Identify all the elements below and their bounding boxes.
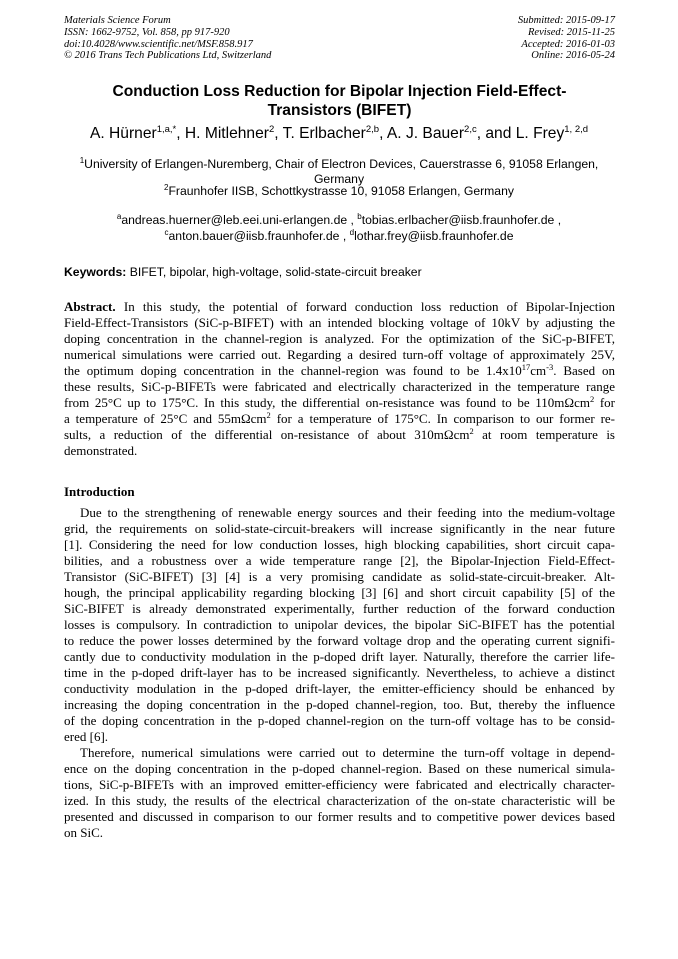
author-affil-sup: 2,c xyxy=(464,124,477,135)
intro-line: [1]. Considering the need for low conduction losses, high blocking capabilities, short circuit capa- xyxy=(64,537,615,552)
intro-line: tions, SiC-p-BIFETs with an improved emitter-efficiency were fabricated and electrically character- xyxy=(64,777,615,792)
intro-line: to reduce the power losses determined by the forward voltage drop and the operating current signifi- xyxy=(64,633,615,648)
intro-line: ered [6]. xyxy=(64,729,109,744)
email-link[interactable]: lothar.frey@iisb.fraunhofer.de xyxy=(354,228,514,243)
intro-line: SiC-BIFET is already demonstrated experimentally, further reduction of the forward conduction xyxy=(64,601,615,616)
intro-line: on SiC. xyxy=(64,825,104,840)
author-separator: , xyxy=(379,125,387,142)
intro-line: hough, the principal applicability regarding blocking [3] [6] and short circuit capability [5] of the xyxy=(64,585,615,600)
journal-name: Materials Science Forum xyxy=(64,15,171,26)
exponent: -3 xyxy=(546,362,554,372)
abstract-line: Field-Effect-Transistors (SiC-p-BIFET) with an intended blocking voltage of 10kV by adjusting the xyxy=(64,315,615,330)
intro-line: grid, the requirements on solid-state-circuit-breakers will increase significantly in the near future xyxy=(64,521,615,536)
abstract-line: for a temperature of 175°C. In comparison to our former re- xyxy=(270,411,616,426)
author-affil-sup: 2 xyxy=(268,124,275,135)
affiliation-sup: 1 xyxy=(79,156,85,165)
exponent: 2 xyxy=(589,394,595,404)
email-sup: c xyxy=(164,227,169,237)
email-sup: a xyxy=(116,212,122,221)
author-list xyxy=(40,124,638,143)
journal-info xyxy=(64,15,271,62)
email-separator: , xyxy=(339,228,350,243)
intro-line: increasing the doping concentration in the p-doped channel-region, too. But, thereby the influence xyxy=(64,697,615,712)
copyright-line: © 2016 Trans Tech Publications Ltd, Switzerland xyxy=(64,50,272,62)
revised-date: Revised: 2015-11-25 xyxy=(528,26,615,38)
author-name: A. Hürner xyxy=(89,125,157,142)
intro-line: conductivity modulation in the p-doped drift-layer, the emitter-efficiency should be enhanced by xyxy=(64,681,615,696)
title-line-2: Transistors (BIFET) xyxy=(267,102,412,119)
intro-line: bilities, and a robustness over a wide temperature range [2], the Bipolar-Injection Field-Effect- xyxy=(64,553,615,568)
author-separator: , xyxy=(274,125,283,142)
paper-title xyxy=(64,82,615,120)
email-link[interactable]: andreas.huerner@leb.eei.uni-erlangen.de xyxy=(121,213,348,227)
abstract-line: a temperature of 25°C and 55mΩcm xyxy=(64,411,267,426)
email-separator: , xyxy=(554,213,562,227)
keywords-label: Keywords: xyxy=(64,265,127,279)
intro-line: ence on the doping concentration in the p-doped channel-region. Based on these numerical simula- xyxy=(64,761,615,776)
exponent: 2 xyxy=(469,426,474,436)
abstract-line: these results, SiC-p-BIFETs were fabricated and electrically characterized in the temperature range xyxy=(64,379,615,394)
affiliation-sup: 2 xyxy=(164,183,169,192)
email-separator: , xyxy=(347,213,358,227)
author-separator: , xyxy=(176,125,185,142)
abstract-line: demonstrated. xyxy=(64,443,138,458)
section-heading-introduction: Introduction xyxy=(64,484,135,499)
intro-line: ized. In this study, the results of the electrical characterization of the on-state characteristic will be xyxy=(64,793,615,808)
author-affil-sup: 1,a,* xyxy=(156,124,177,135)
intro-line: of the doping concentration in the p-doped channel-region on the turn-off voltage has to be consid- xyxy=(64,713,615,728)
intro-line: presented and discussed in comparison to our former results and to competitive power devices based xyxy=(64,809,615,824)
abstract xyxy=(64,299,615,459)
affiliation-text: University of Erlangen-Nuremberg, Chair of Electron Devices, Cauerstrasse 6, 91058 Erlangen, xyxy=(84,157,599,171)
abstract-line: doping concentration in the channel-region is analyzed. For the optimization of the SiC-p-BIFET, xyxy=(64,331,615,346)
email-list xyxy=(55,213,623,244)
abstract-line: the optimum doping concentration in the channel-region was found to be 1.4x10 xyxy=(64,363,522,378)
exponent: 2 xyxy=(266,410,271,420)
unit: cm xyxy=(530,363,547,378)
online-date: Online: 2016-05-24 xyxy=(531,50,615,62)
author-affil-sup: 2,b xyxy=(365,124,380,135)
affiliation-2 xyxy=(55,184,623,199)
author-separator: , and xyxy=(476,125,516,142)
affiliation-text: Fraunhofer IISB, Schottkystrasse 10, 91058 Erlangen, Germany xyxy=(168,184,514,198)
abstract-line: sults, a reduction of the differential on-resistance of about 310mΩcm xyxy=(64,427,470,442)
email-link[interactable]: anton.bauer@iisb.fraunhofer.de xyxy=(168,228,340,243)
abstract-line: at room temperature is xyxy=(473,427,615,442)
author-name: T. Erlbacher xyxy=(282,125,366,142)
keywords xyxy=(64,265,422,280)
issn-line: ISSN: 1662-9752, Vol. 858, pp 917-920 xyxy=(64,26,230,38)
exponent: 17 xyxy=(521,362,531,372)
email-sup: d xyxy=(349,227,355,237)
author-affil-sup: 1, 2,d xyxy=(564,124,589,135)
intro-line: cantly due to conductivity modulation in the p-doped drift layer. Naturally, therefore the carrier life- xyxy=(64,649,615,664)
introduction-body xyxy=(64,505,615,841)
author-name: L. Frey xyxy=(515,125,565,142)
doi-line: doi:10.4028/www.scientific.net/MSF.858.917 xyxy=(64,38,253,50)
intro-line: Therefore, numerical simulations were carried out to determine the turn-off voltage in depend- xyxy=(80,745,615,760)
submission-dates xyxy=(518,15,615,62)
abstract-line: . Based on xyxy=(553,363,615,378)
abstract-label: Abstract. xyxy=(64,299,116,314)
intro-line: losses is compulsory. In contradiction to unipolar devices, the bipolar SiC-BIFET has the potential xyxy=(64,617,615,632)
author-name: A. J. Bauer xyxy=(386,125,465,142)
intro-line: Due to the strengthening of renewable energy sources and their feeding into the medium-voltage xyxy=(80,505,615,520)
abstract-line: numerical simulations were carried out. Regarding a desired turn-off voltage of approximately 25V, xyxy=(64,347,615,362)
abstract-line: from 25°C up to 175°C. In this study, the differential on-resistance was found to be 110mΩcm xyxy=(64,395,590,410)
abstract-line: for xyxy=(594,395,615,410)
author-name: H. Mitlehner xyxy=(184,125,269,142)
abstract-line: In this study, the potential of forward conduction loss reduction of Bipolar-Injection xyxy=(115,299,615,314)
affiliation-1 xyxy=(55,157,623,187)
accepted-date: Accepted: 2016-01-03 xyxy=(521,38,615,50)
email-sup: b xyxy=(357,212,362,221)
intro-line: time in the p-doped drift-layer has to be increased significantly. Nevertheless, to achieve a distinct xyxy=(64,665,615,680)
keywords-text: BIFET, bipolar, high-voltage, solid-state-circuit breaker xyxy=(126,265,422,279)
email-link[interactable]: tobias.erlbacher@iisb.fraunhofer.de xyxy=(361,213,555,227)
title-line-1: Conduction Loss Reduction for Bipolar Injection Field-Effect- xyxy=(112,83,567,100)
affiliation-country: Germany xyxy=(313,172,365,186)
intro-line: Transistor (SiC-BIFET) [3] [4] is a very promising candidate as solid-state-circuit-breaker. Alt- xyxy=(64,569,615,584)
submitted-date: Submitted: 2015-09-17 xyxy=(517,15,615,26)
